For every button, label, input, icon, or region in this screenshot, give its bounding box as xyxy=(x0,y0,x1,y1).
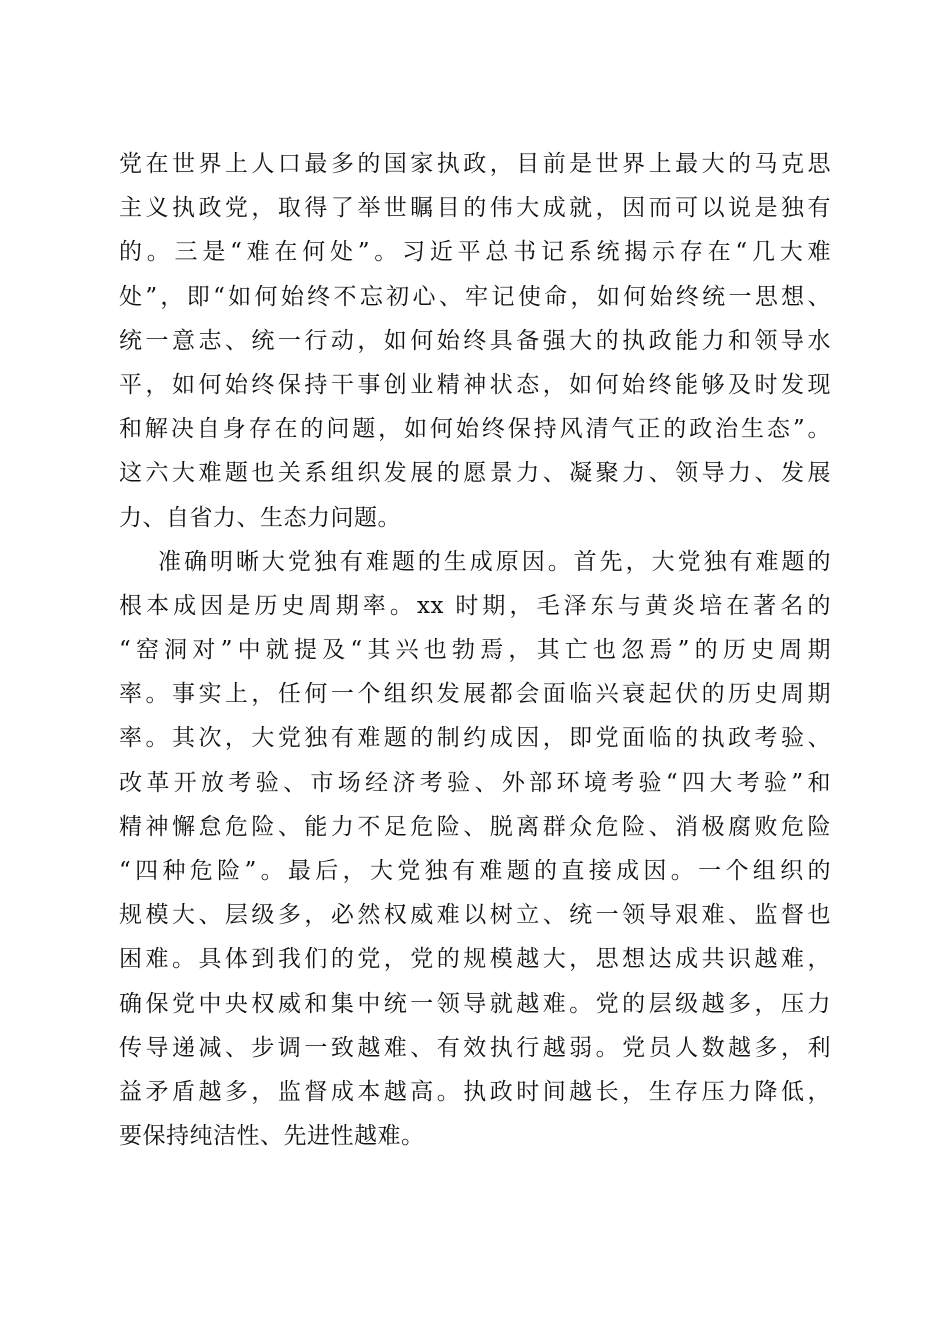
paragraph-start-line: 准确明晰大党独有难题的生成原因。首先，大党独有难题的 xyxy=(158,548,831,575)
text-line: 处”，即“如何始终不忘初心、牢记使命，如何始终统一思想、 xyxy=(119,283,831,310)
text-line: 益矛盾越多，监督成本越高。执政时间越长，生存压力降低， xyxy=(119,1078,831,1105)
text-line: 这六大难题也关系组织发展的愿景力、凝聚力、领导力、发展 xyxy=(119,460,831,487)
text-line: 主义执政党，取得了举世瞩目的伟大成就，因而可以说是独有 xyxy=(119,195,831,222)
text-line: “窑洞对”中就提及“其兴也勃焉，其亡也忽焉”的历史周期 xyxy=(119,637,831,664)
text-line: 精神懈怠危险、能力不足危险、脱离群众危险、消极腐败危险 xyxy=(119,813,831,840)
text-line: 的。三是“难在何处”。习近平总书记系统揭示存在“几大难 xyxy=(119,239,831,266)
text-line: 困难。具体到我们的党，党的规模越大，思想达成共识越难， xyxy=(119,946,831,973)
text-line: 根本成因是历史周期率。xx 时期，毛泽东与黄炎培在著名的 xyxy=(119,592,831,619)
text-line: 规模大、层级多，必然权威难以树立、统一领导艰难、监督也 xyxy=(119,902,831,929)
text-line: 率。事实上，任何一个组织发展都会面临兴衰起伏的历史周期 xyxy=(119,681,831,708)
text-line: 确保党中央权威和集中统一领导就越难。党的层级越多，压力 xyxy=(119,990,831,1017)
text-line: 平，如何始终保持干事创业精神状态，如何始终能够及时发现 xyxy=(119,371,831,398)
text-line: 传导递减、步调一致越难、有效执行越弱。党员人数越多，利 xyxy=(119,1034,831,1061)
text-line: 改革开放考验、市场经济考验、外部环境考验“四大考验”和 xyxy=(119,769,831,796)
text-line: 要保持纯洁性、先进性越难。 xyxy=(119,1123,425,1150)
text-line: 率。其次，大党独有难题的制约成因，即党面临的执政考验、 xyxy=(119,725,831,752)
text-line: 力、自省力、生态力问题。 xyxy=(119,504,401,531)
text-line: “四种危险”。最后，大党独有难题的直接成因。一个组织的 xyxy=(119,858,831,884)
body-text xyxy=(119,146,831,1162)
text-line: 党在世界上人口最多的国家执政，目前是世界上最大的马克思 xyxy=(119,151,831,177)
text-line: 和解决自身存在的问题，如何始终保持风清气正的政治生态”。 xyxy=(119,416,831,443)
text-line: 统一意志、统一行动，如何始终具备强大的执政能力和领导水 xyxy=(119,327,831,354)
